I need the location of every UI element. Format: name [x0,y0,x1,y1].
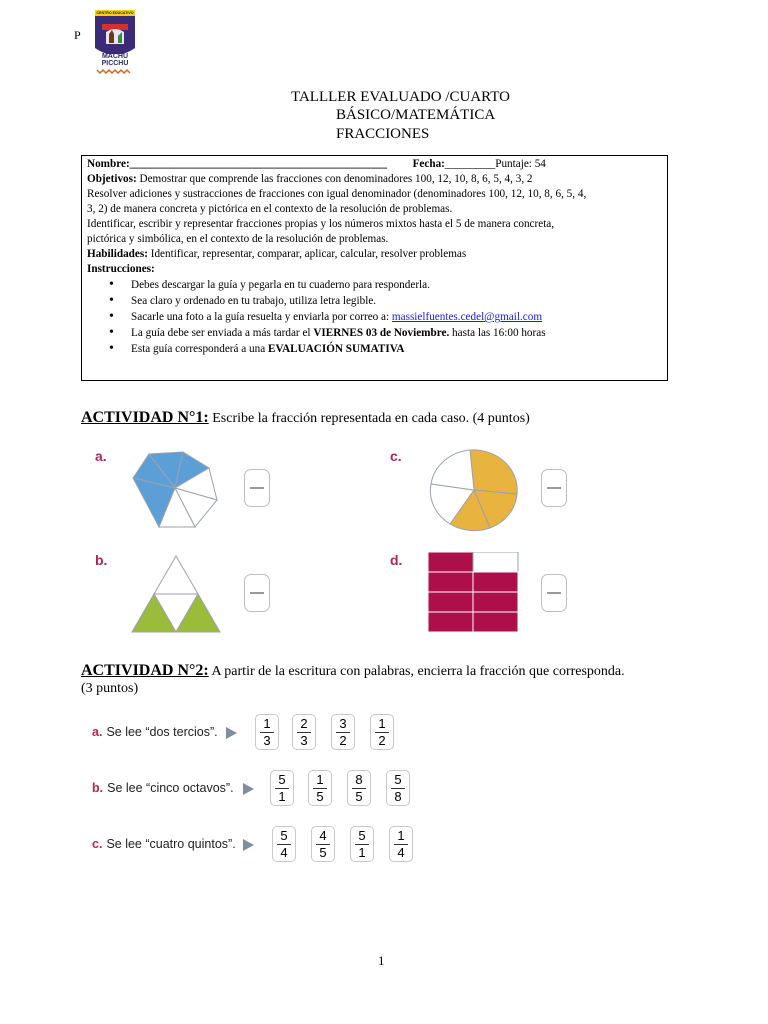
fraction-option[interactable]: 5 4 [272,826,296,862]
actividad-1-text: Escribe la fracción representada en cada caso. (4 puntos) [208,411,530,426]
title-line-3: FRACCIONES [336,126,430,142]
answer-box-a[interactable] [244,469,270,507]
title-line-1: TALLLER EVALUADO /CUARTO [291,89,511,105]
instruction-item: • Sacarle una foto a la guía resuelta y enviarla por correo a: massielfuentes.cedel@gmail.com [131,309,662,325]
instrucciones-label: Instrucciones: [87,263,155,275]
actividad-2-heading-row [81,662,625,680]
actividad-2-text: A partir de la escritura con palabras, encierra la fracción que corresponda. [208,664,625,679]
answer-box-c[interactable] [541,469,567,507]
figure-label-a: a. [95,448,107,464]
actividad-1-heading-row [81,409,530,427]
actividad-1-heading: ACTIVIDAD N°1: [81,409,209,426]
logo-top-text: CENTRO EDUCATIVO [96,11,134,15]
identificar-line-2: pictórica y simbólica, en el contexto de la resolución de problemas. [87,233,389,245]
instruction-item: • Sea claro y ordenado en tu trabajo, utiliza letra legible. [131,293,662,309]
objetivos-text: Demostrar que comprende las fracciones con denominadores 100, 12, 10, 8, 6, 5, 4, 3, 2 [136,173,533,185]
logo-bottom-text-1: MACHU [101,53,129,60]
habilidades-label: Habilidades: [87,248,148,260]
fraction-option[interactable]: 3 2 [331,714,355,750]
circle-figure [428,448,520,532]
puntaje: Puntaje: 54 [495,158,546,170]
arrow-icon [226,727,237,739]
fraction-option[interactable]: 8 5 [347,770,371,806]
reading-row-b: b. Se lee “cinco octavos”. [92,781,234,795]
figure-label-b: b. [95,552,108,568]
heptagon-figure [125,450,225,530]
resolver-line-1: Resolver adiciones y sustracciones de fracciones con igual denominador (denominadores 100, 12, 10, 8, 6, 5, 4, [87,188,587,200]
fraction-option[interactable]: 2 3 [292,714,316,750]
page-number: 1 [378,953,385,968]
corner-mark: P [74,28,81,42]
reading-row-a: a. Se lee “dos tercios”. [92,725,218,739]
fraction-option[interactable]: 1 5 [308,770,332,806]
fraction-option[interactable]: 5 8 [386,770,410,806]
email-link[interactable]: massielfuentes.cedel@gmail.com [391,311,543,323]
actividad-2-points: (3 puntos) [81,681,139,696]
habilidades-row [87,247,662,262]
instruction-item: • La guía debe ser enviada a más tardar el VIERNES 03 de Noviembre. hasta las 16:00 horas [131,325,662,341]
header-box [81,155,668,381]
objetivos-label: Objetivos: [87,173,137,185]
arrow-icon [243,839,254,851]
resolver-line-2: 3, 2) de manera concreta y pictórica en el contexto de la resolución de problemas. [87,203,453,215]
instructions-list [87,277,662,357]
logo-bottom-text-2: PICCHU [101,60,129,67]
fraction-option[interactable]: 1 3 [255,714,279,750]
objetivos-row [87,172,662,187]
figure-label-c: c. [390,448,402,464]
name-row [87,157,662,172]
nombre-label: Nombre: [87,158,130,170]
actividad-2-heading: ACTIVIDAD N°2: [81,662,209,679]
reading-row-c: c. Se lee “cuatro quintos”. [92,837,236,851]
title-line-2: BÁSICO/MATEMÁTICA [336,107,496,123]
fraction-option[interactable]: 5 1 [270,770,294,806]
instruction-item: • Esta guía corresponderá a una EVALUACIÓN SUMATIVA [131,341,662,357]
fraction-option[interactable]: 1 2 [370,714,394,750]
answer-box-b[interactable] [244,574,270,612]
instruction-item: • Debes descargar la guía y pegarla en tu cuaderno para responderla. [131,277,662,293]
fraction-option[interactable]: 4 5 [311,826,335,862]
habilidades-text: Identificar, representar, comparar, aplicar, calcular, resolver problemas [147,248,467,260]
nombre-blank: ______________________________________________ [129,158,387,170]
identificar-line-1: Identificar, escribir y representar fracciones propias y los números mixtos hasta el 5 de manera concreta, [87,218,555,230]
triangle-figure [131,555,221,635]
arrow-icon [243,783,254,795]
rectangle-grid-figure [428,552,520,634]
fecha-blank: _________ [444,158,496,170]
fecha-label: Fecha: [412,158,445,170]
figure-label-d: d. [390,552,403,568]
fraction-option[interactable]: 5 1 [350,826,374,862]
answer-box-d[interactable] [541,574,567,612]
fraction-option[interactable]: 1 4 [389,826,413,862]
